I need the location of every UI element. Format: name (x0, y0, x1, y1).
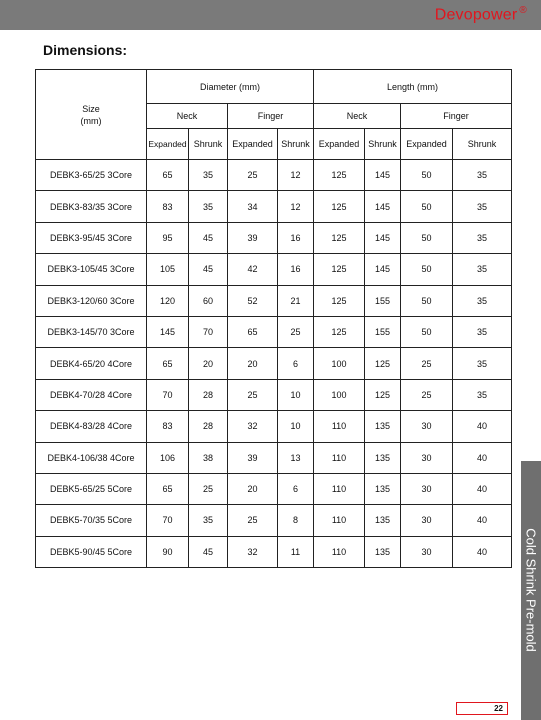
diameter-neck-shrunk-cell: 38 (189, 442, 228, 473)
diameter-neck-expanded-cell: 90 (147, 536, 189, 567)
table-body (36, 160, 512, 568)
diameter-neck-expanded-cell: 83 (147, 411, 189, 442)
diameter-neck-shrunk-cell: 35 (189, 160, 228, 191)
diameter-finger-shrunk-cell: 16 (278, 222, 314, 253)
size-cell: DEBK5-90/45 5Core (36, 536, 147, 567)
diameter-finger-shrunk-cell: 6 (278, 473, 314, 504)
diameter-finger-shrunk-cell: 10 (278, 411, 314, 442)
registered-mark: ® (519, 5, 527, 16)
diameter-finger-shrunk-header: Shrunk (278, 129, 314, 160)
table-row (36, 285, 512, 316)
table-row (36, 442, 512, 473)
length-neck-expanded-cell: 125 (314, 160, 365, 191)
side-tab-label: Cold Shrink Pre-mold (523, 528, 539, 652)
length-header: Length (mm) (314, 70, 512, 104)
diameter-neck-expanded-cell: 70 (147, 379, 189, 410)
length-neck-shrunk-cell: 145 (365, 160, 401, 191)
length-finger-shrunk-cell: 40 (453, 442, 512, 473)
length-neck-shrunk-cell: 155 (365, 316, 401, 347)
length-finger-expanded-cell: 50 (401, 254, 453, 285)
length-neck-shrunk-cell: 155 (365, 285, 401, 316)
length-neck-shrunk-cell: 135 (365, 505, 401, 536)
diameter-neck-shrunk-cell: 45 (189, 222, 228, 253)
diameter-finger-shrunk-cell: 16 (278, 254, 314, 285)
diameter-neck-expanded-cell: 106 (147, 442, 189, 473)
diameter-finger-expanded-cell: 32 (228, 536, 278, 567)
table-row (36, 222, 512, 253)
page-title: Dimensions: (43, 42, 128, 58)
size-cell: DEBK3-95/45 3Core (36, 222, 147, 253)
diameter-header: Diameter (mm) (147, 70, 314, 104)
diameter-neck-expanded-cell: 95 (147, 222, 189, 253)
length-neck-expanded-cell: 125 (314, 222, 365, 253)
diameter-finger-shrunk-cell: 13 (278, 442, 314, 473)
diameter-finger-expanded-cell: 25 (228, 160, 278, 191)
size-cell: DEBK5-70/35 5Core (36, 505, 147, 536)
diameter-neck-expanded-header: Expanded (147, 129, 189, 160)
length-finger-expanded-cell: 50 (401, 316, 453, 347)
brand-name: Devopower (434, 6, 518, 24)
length-neck-expanded-cell: 125 (314, 254, 365, 285)
length-neck-shrunk-cell: 125 (365, 379, 401, 410)
size-cell: DEBK4-65/20 4Core (36, 348, 147, 379)
diameter-neck-expanded-cell: 83 (147, 191, 189, 222)
table-row (36, 473, 512, 504)
size-cell: DEBK3-83/35 3Core (36, 191, 147, 222)
length-finger-header: Finger (401, 104, 512, 129)
length-finger-expanded-header: Expanded (401, 129, 453, 160)
diameter-neck-shrunk-header: Shrunk (189, 129, 228, 160)
diameter-finger-expanded-cell: 39 (228, 442, 278, 473)
diameter-finger-shrunk-cell: 25 (278, 316, 314, 347)
diameter-finger-expanded-cell: 52 (228, 285, 278, 316)
table-row (36, 160, 512, 191)
length-neck-expanded-cell: 100 (314, 379, 365, 410)
length-finger-expanded-cell: 50 (401, 285, 453, 316)
diameter-finger-header: Finger (228, 104, 314, 129)
size-cell: DEBK3-105/45 3Core (36, 254, 147, 285)
diameter-neck-shrunk-cell: 28 (189, 411, 228, 442)
length-finger-expanded-cell: 50 (401, 191, 453, 222)
diameter-neck-expanded-cell: 65 (147, 348, 189, 379)
length-finger-shrunk-cell: 40 (453, 536, 512, 567)
size-cell: DEBK3-120/60 3Core (36, 285, 147, 316)
table-row (36, 536, 512, 567)
length-finger-shrunk-cell: 35 (453, 222, 512, 253)
length-neck-expanded-header: Expanded (314, 129, 365, 160)
table-row (36, 505, 512, 536)
size-cell: DEBK5-65/25 5Core (36, 473, 147, 504)
length-neck-shrunk-header: Shrunk (365, 129, 401, 160)
diameter-finger-shrunk-cell: 12 (278, 191, 314, 222)
length-neck-expanded-cell: 110 (314, 536, 365, 567)
length-finger-expanded-cell: 30 (401, 473, 453, 504)
diameter-neck-shrunk-cell: 35 (189, 505, 228, 536)
diameter-neck-shrunk-cell: 60 (189, 285, 228, 316)
diameter-neck-expanded-cell: 70 (147, 505, 189, 536)
length-neck-shrunk-cell: 145 (365, 222, 401, 253)
length-finger-shrunk-cell: 35 (453, 348, 512, 379)
length-neck-expanded-cell: 110 (314, 473, 365, 504)
size-cell: DEBK3-65/25 3Core (36, 160, 147, 191)
length-finger-expanded-cell: 30 (401, 536, 453, 567)
length-finger-expanded-cell: 50 (401, 222, 453, 253)
length-finger-shrunk-cell: 35 (453, 316, 512, 347)
diameter-finger-expanded-header: Expanded (228, 129, 278, 160)
diameter-neck-header: Neck (147, 104, 228, 129)
diameter-finger-expanded-cell: 20 (228, 348, 278, 379)
size-header-line1: Size (82, 103, 100, 114)
brand-logo-text (435, 5, 527, 24)
page-number: 22 (456, 702, 508, 715)
length-neck-shrunk-cell: 145 (365, 254, 401, 285)
length-neck-shrunk-cell: 135 (365, 473, 401, 504)
diameter-finger-shrunk-cell: 21 (278, 285, 314, 316)
length-finger-shrunk-cell: 40 (453, 505, 512, 536)
diameter-neck-expanded-cell: 65 (147, 160, 189, 191)
table-row (36, 316, 512, 347)
dimensions-table (35, 69, 512, 568)
diameter-finger-expanded-cell: 25 (228, 505, 278, 536)
length-neck-shrunk-cell: 135 (365, 442, 401, 473)
length-finger-shrunk-cell: 35 (453, 254, 512, 285)
length-finger-expanded-cell: 30 (401, 505, 453, 536)
size-cell: DEBK4-106/38 4Core (36, 442, 147, 473)
length-finger-shrunk-cell: 35 (453, 285, 512, 316)
length-neck-header: Neck (314, 104, 401, 129)
diameter-neck-expanded-cell: 120 (147, 285, 189, 316)
diameter-neck-shrunk-cell: 45 (189, 536, 228, 567)
table-row (36, 254, 512, 285)
length-neck-expanded-cell: 110 (314, 411, 365, 442)
diameter-finger-expanded-cell: 32 (228, 411, 278, 442)
diameter-neck-shrunk-cell: 70 (189, 316, 228, 347)
length-neck-shrunk-cell: 135 (365, 411, 401, 442)
table-row (36, 191, 512, 222)
diameter-finger-shrunk-cell: 8 (278, 505, 314, 536)
diameter-finger-shrunk-cell: 11 (278, 536, 314, 567)
diameter-finger-shrunk-cell: 12 (278, 160, 314, 191)
diameter-neck-expanded-cell: 65 (147, 473, 189, 504)
table-row (36, 411, 512, 442)
table-row (36, 379, 512, 410)
diameter-finger-shrunk-cell: 6 (278, 348, 314, 379)
size-header-line2: (mm) (80, 115, 102, 126)
diameter-neck-expanded-cell: 105 (147, 254, 189, 285)
length-neck-expanded-cell: 110 (314, 505, 365, 536)
length-neck-expanded-cell: 125 (314, 191, 365, 222)
length-neck-expanded-cell: 125 (314, 285, 365, 316)
length-finger-shrunk-cell: 35 (453, 191, 512, 222)
length-finger-expanded-cell: 50 (401, 160, 453, 191)
header-bar (0, 0, 541, 30)
length-finger-expanded-cell: 30 (401, 442, 453, 473)
diameter-neck-expanded-cell: 145 (147, 316, 189, 347)
diameter-neck-shrunk-cell: 20 (189, 348, 228, 379)
length-neck-expanded-cell: 125 (314, 316, 365, 347)
diameter-finger-expanded-cell: 42 (228, 254, 278, 285)
diameter-finger-expanded-cell: 34 (228, 191, 278, 222)
length-finger-shrunk-header: Shrunk (453, 129, 512, 160)
length-neck-expanded-cell: 110 (314, 442, 365, 473)
diameter-finger-shrunk-cell: 10 (278, 379, 314, 410)
diameter-neck-shrunk-cell: 35 (189, 191, 228, 222)
table-row (36, 348, 512, 379)
size-cell: DEBK4-83/28 4Core (36, 411, 147, 442)
length-finger-shrunk-cell: 35 (453, 160, 512, 191)
size-cell: DEBK4-70/28 4Core (36, 379, 147, 410)
diameter-finger-expanded-cell: 39 (228, 222, 278, 253)
length-finger-expanded-cell: 25 (401, 348, 453, 379)
diameter-finger-expanded-cell: 25 (228, 379, 278, 410)
length-finger-expanded-cell: 25 (401, 379, 453, 410)
length-neck-shrunk-cell: 135 (365, 536, 401, 567)
diameter-neck-shrunk-cell: 45 (189, 254, 228, 285)
size-cell: DEBK3-145/70 3Core (36, 316, 147, 347)
length-finger-shrunk-cell: 40 (453, 411, 512, 442)
length-neck-expanded-cell: 100 (314, 348, 365, 379)
diameter-finger-expanded-cell: 20 (228, 473, 278, 504)
diameter-neck-shrunk-cell: 28 (189, 379, 228, 410)
length-neck-shrunk-cell: 145 (365, 191, 401, 222)
length-finger-shrunk-cell: 40 (453, 473, 512, 504)
size-header (36, 70, 147, 160)
length-finger-expanded-cell: 30 (401, 411, 453, 442)
length-finger-shrunk-cell: 35 (453, 379, 512, 410)
length-neck-shrunk-cell: 125 (365, 348, 401, 379)
diameter-neck-shrunk-cell: 25 (189, 473, 228, 504)
diameter-finger-expanded-cell: 65 (228, 316, 278, 347)
